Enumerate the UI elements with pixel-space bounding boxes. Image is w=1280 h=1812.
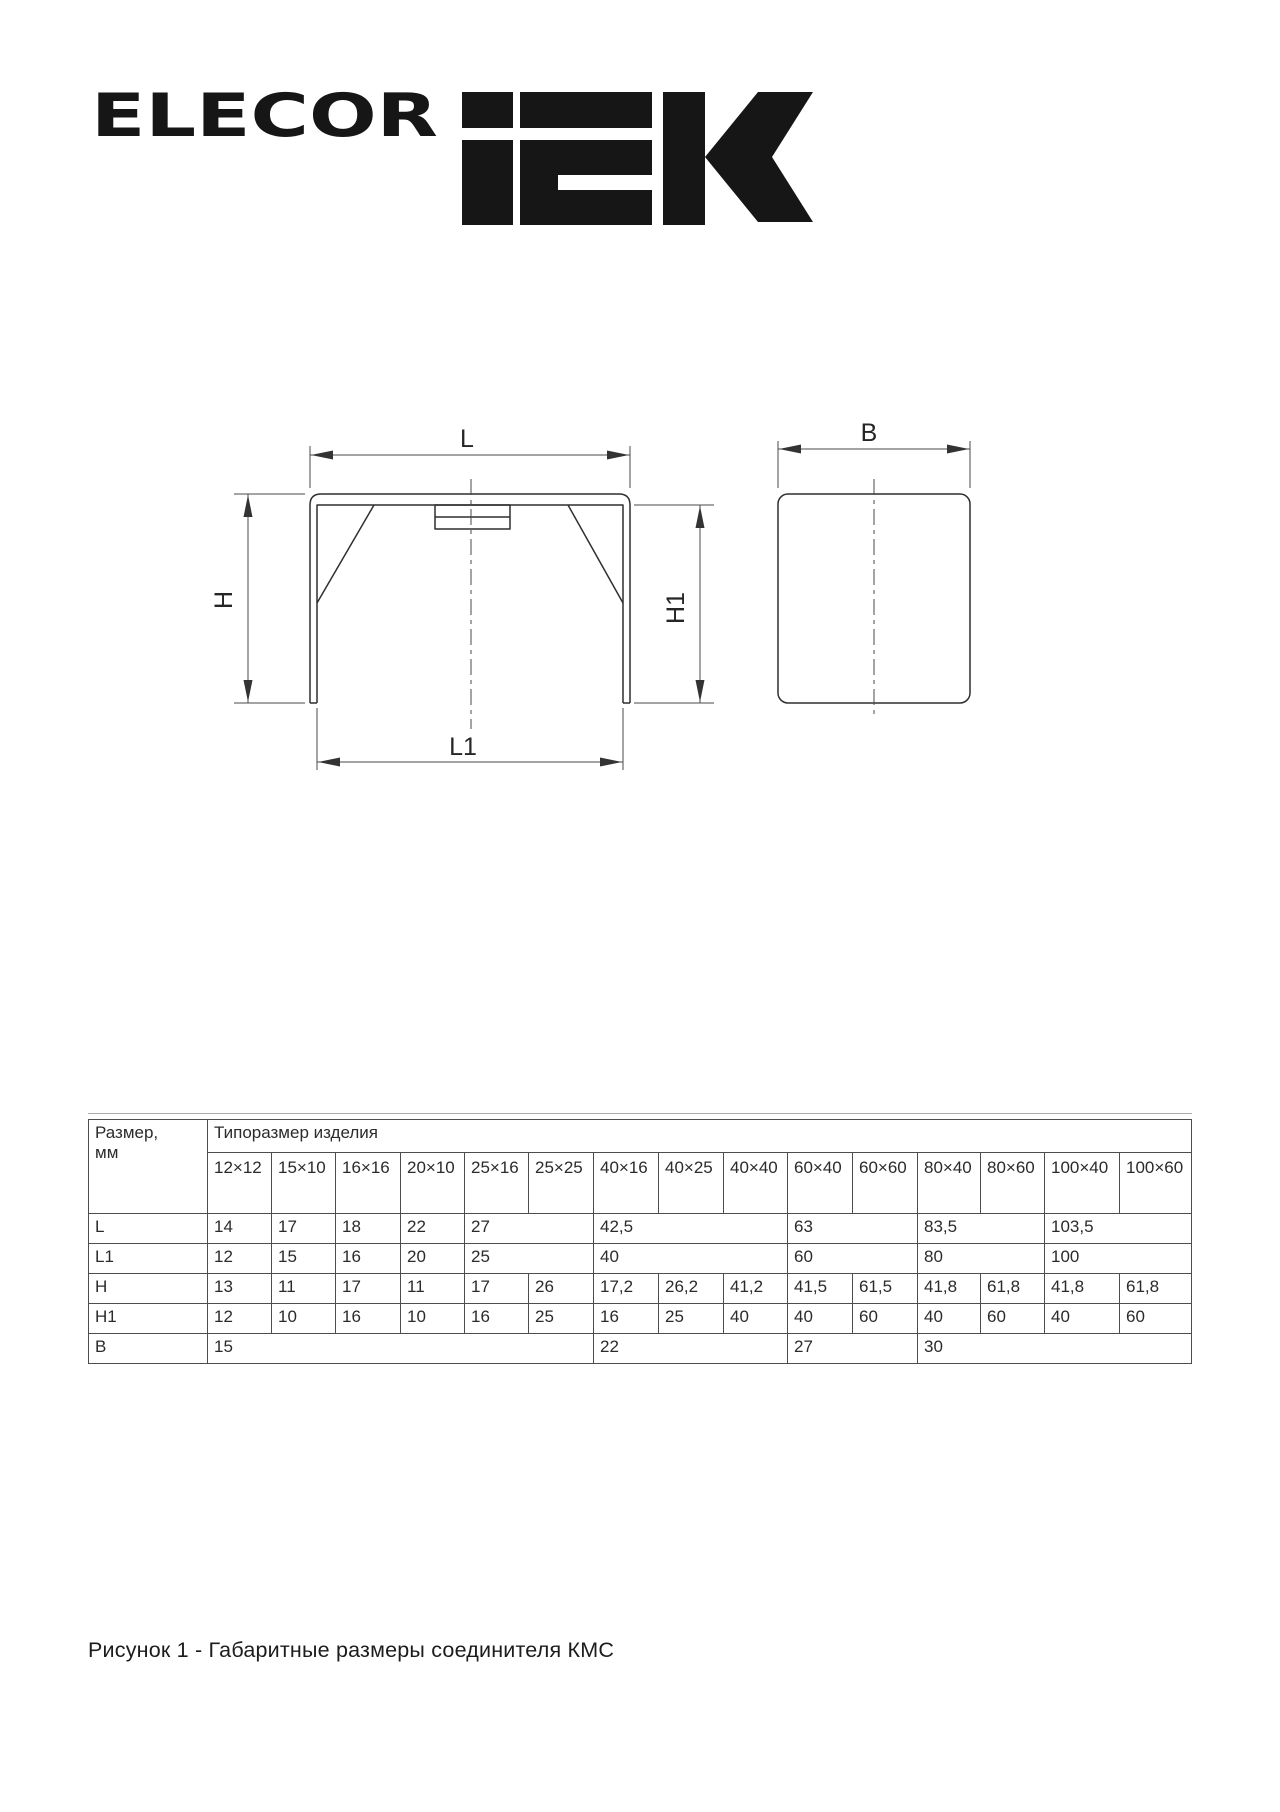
dimension-value-cell: 22 [401,1214,465,1244]
figure-caption: Рисунок 1 - Габаритные размеры соединителя КМС [88,1638,615,1662]
corner-header-line1: Размер, [95,1123,159,1142]
dimension-value-cell: 61,8 [1120,1274,1192,1304]
table-row [89,1304,1192,1334]
dimension-value-cell: 10 [401,1304,465,1334]
dimension-value-cell: 40 [918,1304,981,1334]
dimension-H1 [634,505,714,703]
dimension-value-cell: 60 [788,1244,918,1274]
dimension-L [310,425,630,488]
dimension-value-cell: 12 [208,1304,272,1334]
dimension-value-cell: 41,5 [788,1274,853,1304]
logo-block [85,85,825,230]
dimension-value-cell: 41,8 [918,1274,981,1304]
dimension-value-cell: 11 [401,1274,465,1304]
dimension-value-cell: 17 [272,1214,336,1244]
dimension-value-cell: 100 [1045,1244,1192,1274]
dimension-value-cell: 60 [1120,1304,1192,1334]
size-column-header: 60×40 [788,1153,853,1214]
size-column-header: 25×25 [529,1153,594,1214]
dim-label-H: H [210,590,238,610]
iek-letter-k-arms [705,92,813,222]
dimension-value-cell: 16 [336,1244,401,1274]
dimension-value-cell: 40 [724,1304,788,1334]
dimension-value-cell: 80 [918,1244,1045,1274]
technical-drawing [180,415,1000,785]
front-view [310,479,630,729]
row-label: L1 [89,1244,208,1274]
size-column-header: 16×16 [336,1153,401,1214]
dimension-value-cell: 42,5 [594,1214,788,1244]
iek-logo [462,92,813,225]
dim-label-B: B [860,419,878,447]
dim-label-L: L [460,425,474,453]
dimension-value-cell: 27 [788,1334,918,1364]
dimensions-table [88,1119,1192,1364]
size-column-header: 15×10 [272,1153,336,1214]
corner-header-line2: мм [95,1143,119,1163]
dimension-value-cell: 22 [594,1334,788,1364]
dim-label-H1: H1 [662,592,690,624]
table-row [89,1244,1192,1274]
dimension-value-cell: 20 [401,1244,465,1274]
dimension-value-cell: 30 [918,1334,1192,1364]
iek-letter-e-body [520,140,652,225]
dimension-value-cell: 25 [659,1304,724,1334]
dimension-H [210,494,305,703]
dimension-value-cell: 17,2 [594,1274,659,1304]
size-column-header: 100×40 [1045,1153,1120,1214]
dimension-value-cell: 25 [529,1304,594,1334]
dimension-value-cell: 14 [208,1214,272,1244]
iek-letter-i-dot [462,92,513,128]
dimension-value-cell: 41,2 [724,1274,788,1304]
size-column-header: 80×60 [981,1153,1045,1214]
row-label: B [89,1334,208,1364]
size-column-header: 40×16 [594,1153,659,1214]
size-column-header: 80×40 [918,1153,981,1214]
size-column-header: 40×25 [659,1153,724,1214]
dimension-value-cell: 40 [1045,1304,1120,1334]
dimension-value-cell: 40 [788,1304,853,1334]
dimension-value-cell: 40 [594,1244,788,1274]
dimension-value-cell: 26 [529,1274,594,1304]
size-column-header: 100×60 [1120,1153,1192,1214]
dimension-L1 [317,708,623,770]
dimension-value-cell: 13 [208,1274,272,1304]
dimension-value-cell: 61,8 [981,1274,1045,1304]
elecor-logo: ELECOR [91,85,438,151]
table-row [89,1214,1192,1244]
dimension-value-cell: 83,5 [918,1214,1045,1244]
dimension-value-cell: 17 [465,1274,529,1304]
dimension-value-cell: 16 [336,1304,401,1334]
dimension-B [778,419,970,488]
side-view [778,479,970,716]
dimension-value-cell: 10 [272,1304,336,1334]
dimension-value-cell: 25 [465,1244,594,1274]
dimension-value-cell: 60 [853,1304,918,1334]
iek-letter-k-stem [663,92,705,225]
row-label: H1 [89,1304,208,1334]
dimension-value-cell: 11 [272,1274,336,1304]
dimension-value-cell: 26,2 [659,1274,724,1304]
group-header: Типоразмер изделия [208,1120,1192,1153]
dimension-value-cell: 18 [336,1214,401,1244]
size-column-header: 25×16 [465,1153,529,1214]
size-column-header: 40×40 [724,1153,788,1214]
size-column-header: 12×12 [208,1153,272,1214]
table-row [89,1334,1192,1364]
corner-header [89,1120,208,1214]
dimension-value-cell: 15 [208,1334,594,1364]
dimension-value-cell: 63 [788,1214,918,1244]
dim-label-L1: L1 [449,733,477,761]
dimension-value-cell: 60 [981,1304,1045,1334]
table-top-rule [88,1113,1192,1114]
row-label: H [89,1274,208,1304]
row-label: L [89,1214,208,1244]
dimension-value-cell: 17 [336,1274,401,1304]
size-column-header: 20×10 [401,1153,465,1214]
dimension-value-cell: 16 [465,1304,529,1334]
dimension-value-cell: 41,8 [1045,1274,1120,1304]
size-column-header: 60×60 [853,1153,918,1214]
dimension-value-cell: 12 [208,1244,272,1274]
dimension-value-cell: 61,5 [853,1274,918,1304]
dimension-value-cell: 15 [272,1244,336,1274]
iek-letter-i-stem [462,140,513,225]
dimension-value-cell: 16 [594,1304,659,1334]
table-row [89,1274,1192,1304]
iek-letter-e-top [520,92,652,128]
dimension-value-cell: 27 [465,1214,594,1244]
dimension-value-cell: 103,5 [1045,1214,1192,1244]
